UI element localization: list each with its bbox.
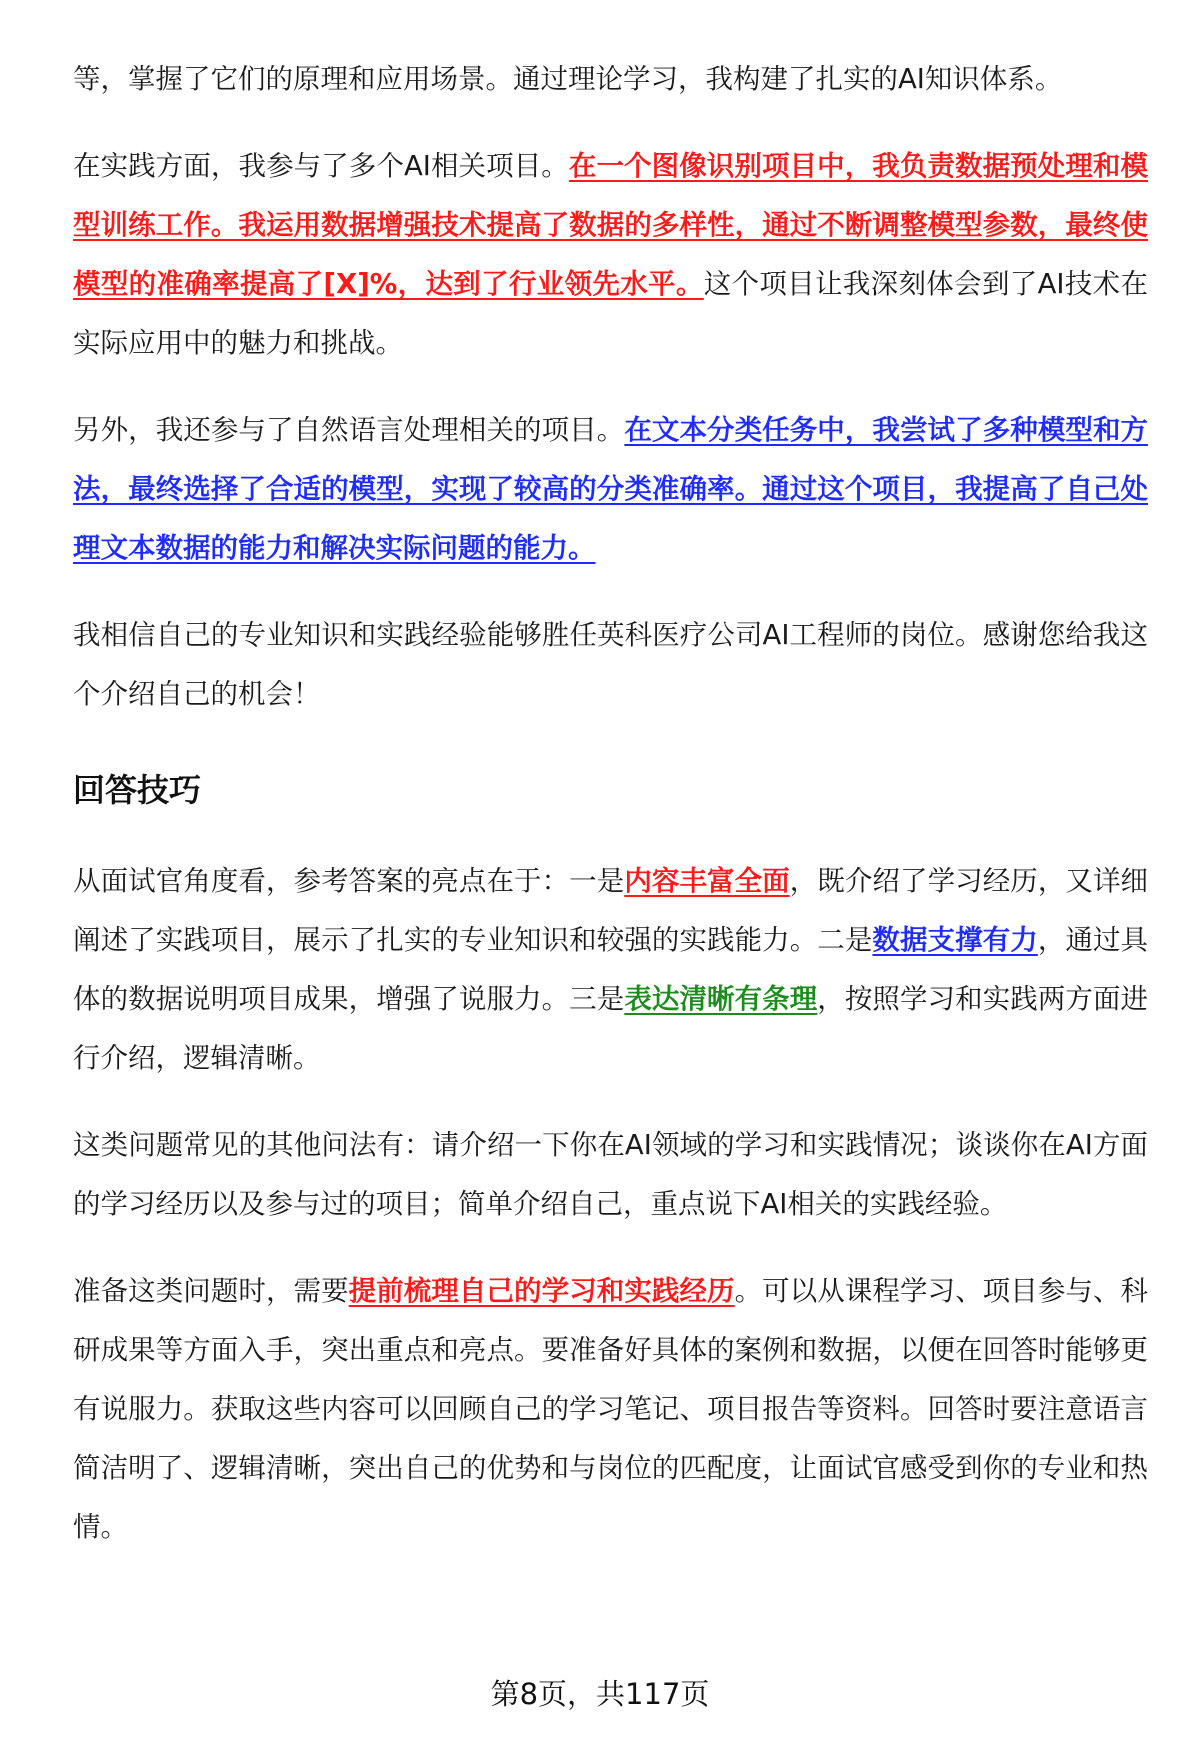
highlight-content-rich: 内容丰富全面 [624,865,790,897]
paragraph-closing [73,606,1148,724]
paragraph-image-project [73,137,1148,373]
paragraph-text: 我相信自己的专业知识和实践经验能够胜任英科医疗公司AI工程师的岗位。感谢您给我这个介绍自己的机会！ [73,619,1148,710]
paragraph-text: 从面试官角度看，参考答案的亮点在于：一是 [73,865,625,897]
paragraph-text: ，按照学习和实践两方面进行介绍，逻辑清晰。 [73,983,1149,1074]
paragraph-nlp-project [73,401,1148,578]
paragraph-tips-preparation [73,1262,1148,1557]
paragraph-text: 这个项目让我深刻体会到了AI技术在实际应用中的魅力和挑战。 [73,268,1148,359]
section-heading: 回答技巧 [73,771,202,809]
highlight-data-support: 数据支撑有力 [872,924,1038,956]
paragraph-text: 这类问题常见的其他问法有：请介绍一下你在AI领域的学习和实践情况；谈谈你在AI方面的学习经历以及参与过的项目；简单介绍自己，重点说下AI相关的实践经验。 [73,1129,1148,1220]
paragraph-text: 在实践方面，我参与了多个AI相关项目。 [73,150,569,182]
highlight-clear-expression: 表达清晰有条理 [624,983,818,1015]
highlight-review-experience: 提前梳理自己的学习和实践经历 [348,1275,735,1307]
paragraph-text: 准备这类问题时，需要 [73,1275,349,1307]
highlight-image-recognition-project: 在一个图像识别项目中，我负责数据预处理和模型训练工作。我运用数据增强技术提高了数据的多样性，通过不断调整模型参数，最终使模型的准确率提高了[X]%，达到了行业领先水平。 [73,150,1149,300]
paragraph-text: ，既介绍了学习经历，又详细阐述了实践项目，展示了扎实的专业知识和较强的实践能力。二是 [73,865,1149,956]
paragraph-text: 。可以从课程学习、项目参与、科研成果等方面入手，突出重点和亮点。要准备好具体的案例和数据，以便在回答时能够更有说服力。获取这些内容可以回顾自己的学习笔记、项目报告等资料。回答时要注意语言简洁明了、逻辑清晰，突出自己的优势和与岗位的匹配度，让面试官感受到你的专业和热情。 [73,1275,1149,1543]
paragraph-theory-summary [73,50,1148,109]
paragraph-text: ，通过具体的数据说明项目成果，增强了说服力。三是 [73,924,1149,1015]
page-number-footer: 第8页，共117页 [490,1677,710,1711]
document-body [73,50,1148,1585]
highlight-text-classification-project: 在文本分类任务中，我尝试了多种模型和方法，最终选择了合适的模型，实现了较高的分类准确率。通过这个项目，我提高了自己处理文本数据的能力和解决实际问题的能力。 [73,414,1149,564]
paragraph-text: 等，掌握了它们的原理和应用场景。通过理论学习，我构建了扎实的AI知识体系。 [73,63,1063,95]
paragraph-tips-variants [73,1116,1148,1234]
paragraph-tips-highlights [73,852,1148,1088]
paragraph-text: 另外，我还参与了自然语言处理相关的项目。 [73,414,625,446]
